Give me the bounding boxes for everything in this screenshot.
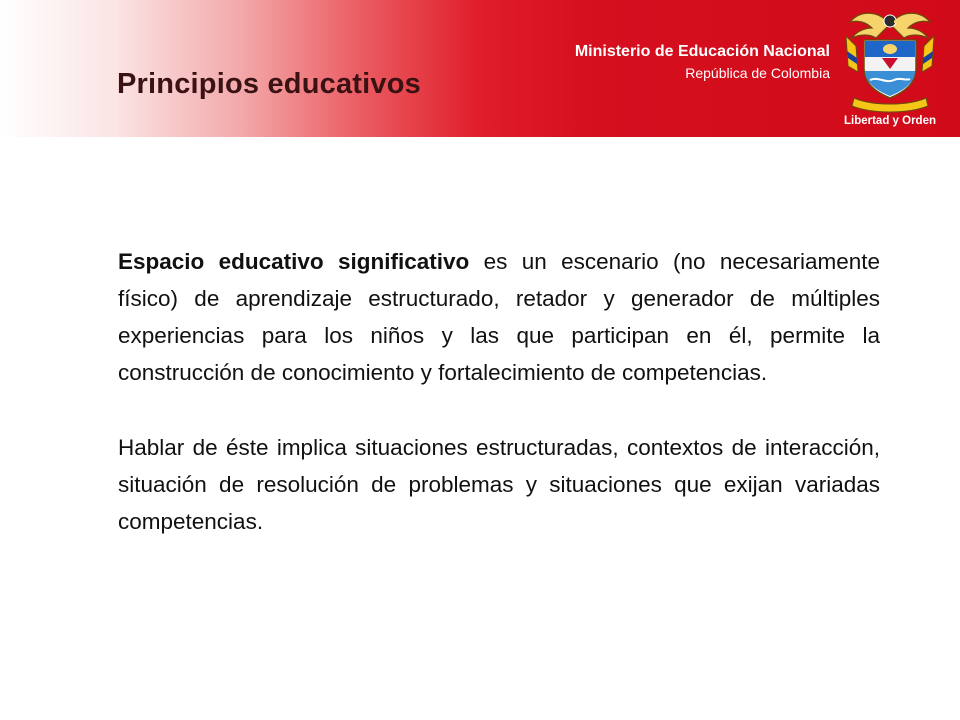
paragraph-implications: Hablar de éste implica situaciones estructuradas, contextos de interacción, situación de resolución de problemas y situaciones que exijan variadas competencias. bbox=[118, 435, 880, 534]
ministry-block bbox=[575, 41, 830, 83]
ministry-country: República de Colombia bbox=[685, 65, 830, 81]
definition-term: Espacio educativo significativo bbox=[118, 249, 470, 274]
page-title: Principios educativos bbox=[117, 68, 421, 100]
motto-text: Libertad y Orden bbox=[843, 115, 937, 127]
paragraph-definition bbox=[118, 243, 880, 391]
content-body bbox=[118, 243, 880, 578]
definition-text: es un escenario (no necesariamente físico) de aprendizaje estructurado, retador y generador de múltiples experiencias para los niños y las que participan en él, permite la construcción de conocimiento y fortalecimiento de competencias. bbox=[118, 249, 880, 385]
ministry-name: Ministerio de Educación Nacional bbox=[574, 43, 830, 60]
coat-of-arms-logo bbox=[842, 6, 938, 130]
